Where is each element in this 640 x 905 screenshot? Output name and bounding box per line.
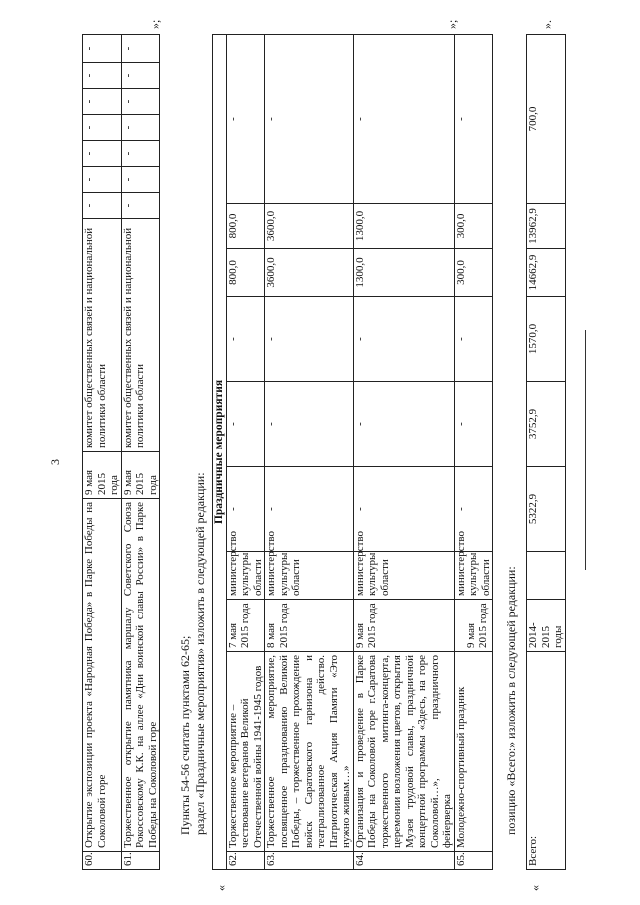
- period: 2014-2015 годы: [527, 600, 566, 652]
- value-cell: -: [226, 467, 265, 552]
- closing-quote: ».: [540, 20, 554, 29]
- event-name: Торжественное мероприятие, посвященное празднованию Великой Победы, – торжественное прохождение войск Саратовского гарнизона и театрализованное действо. Патриотическая Акция Памяти «Это нужно живым…»: [265, 652, 354, 852]
- value-cell: -: [265, 382, 354, 467]
- value-cell: -: [121, 141, 160, 167]
- opening-quote: «: [214, 885, 228, 891]
- event-date: 7 мая 2015 года: [226, 600, 265, 652]
- value-cell: -: [83, 63, 122, 89]
- event-name: Организация и проведение в Парке Победы на Соколовой горе г.Саратова торжественного митинга-концерта, церемонии возложения цветов, открытия Музея трудовой славы, праздничной концертной программы «Здесь, на горе Соколовой…», праздничного фейерверка: [353, 652, 454, 852]
- value-cell: 300,0: [454, 204, 493, 249]
- event-name: Открытие экспозиции проекта «Народная Победа» в Парке Победы на Соколовой горе: [83, 499, 122, 852]
- value-cell: 14662,9: [527, 249, 566, 297]
- row-number: 61.: [121, 852, 160, 870]
- value-cell: -: [226, 35, 265, 204]
- value-cell: -: [121, 115, 160, 141]
- value-cell: 3600,0: [265, 204, 354, 249]
- table-row: [353, 35, 454, 870]
- value-cell: -: [83, 35, 122, 63]
- table-row: [226, 35, 265, 870]
- value-cell: -: [353, 467, 454, 552]
- value-cell: -: [454, 382, 493, 467]
- table-row: [83, 35, 122, 870]
- value-cell: -: [83, 193, 122, 219]
- value-cell: 3600,0: [265, 249, 354, 297]
- table-row: [265, 35, 354, 870]
- instruction-line: позицию «Всего:» изложить в следующей редакции:: [504, 566, 518, 835]
- value-cell: -: [83, 141, 122, 167]
- value-cell: 300,0: [454, 249, 493, 297]
- section-title: Праздничные мероприятия: [213, 35, 227, 870]
- value-cell: 13962,9: [527, 204, 566, 249]
- value-cell: -: [83, 89, 122, 115]
- value-cell: -: [83, 115, 122, 141]
- executor-empty: [527, 552, 566, 600]
- value-cell: -: [353, 35, 454, 204]
- table-continuation: [82, 35, 160, 870]
- festive-events-table: [212, 35, 493, 870]
- event-date: 9 мая 2015 года: [121, 452, 160, 499]
- table-row: [121, 35, 160, 870]
- value-cell: -: [454, 297, 493, 382]
- event-date: 9 мая 2015 года: [353, 600, 454, 652]
- value-cell: -: [265, 467, 354, 552]
- value-cell: -: [226, 297, 265, 382]
- event-name: Торжественное мероприятие – чествование ветеранов Великой Отечественной войны 1941-1945 годов: [226, 652, 265, 852]
- value-cell: -: [454, 467, 493, 552]
- total-label: Всего:: [527, 652, 566, 870]
- closing-quote: »;: [445, 19, 459, 29]
- value-cell: -: [265, 297, 354, 382]
- executor: комитет общественных связей и национальной политики области: [121, 219, 160, 452]
- row-number: 65.: [454, 852, 493, 870]
- value-cell: -: [226, 382, 265, 467]
- instruction-line: Пункты 54-56 считать пунктами 62-65;: [178, 635, 192, 835]
- row-number: 64.: [353, 852, 454, 870]
- event-date: 8 мая 2015 года: [265, 600, 354, 652]
- table-row: [454, 35, 493, 870]
- value-cell: 3752,9: [527, 382, 566, 467]
- executor: министерство культуры области: [353, 552, 454, 600]
- row-number: 63.: [265, 852, 354, 870]
- closing-quote: »;: [148, 19, 162, 29]
- executor: министерство культуры области: [226, 552, 265, 600]
- value-cell: -: [265, 35, 354, 204]
- value-cell: 1300,0: [353, 204, 454, 249]
- value-cell: -: [454, 35, 493, 204]
- value-cell: -: [353, 297, 454, 382]
- event-name: Молодежно-спортивный праздник: [454, 652, 493, 852]
- section-header-row: [213, 35, 227, 870]
- opening-quote: «: [528, 885, 542, 891]
- value-cell: -: [121, 167, 160, 193]
- total-table: [526, 35, 566, 870]
- row-number: 60.: [83, 852, 122, 870]
- executor: комитет общественных связей и национальной политики области: [83, 219, 122, 452]
- instruction-line: раздел «Праздничные мероприятия» изложить в следующей редакции:: [193, 472, 207, 835]
- value-cell: -: [353, 382, 454, 467]
- event-date: 9 мая 2015 года: [454, 600, 493, 652]
- instruction-paragraph: [178, 75, 208, 835]
- value-cell: -: [121, 35, 160, 63]
- value-cell: 5322,9: [527, 467, 566, 552]
- event-date: 9 мая 2015 года: [83, 452, 122, 499]
- value-cell: 800,0: [226, 204, 265, 249]
- executor: министерство культуры области: [454, 552, 493, 600]
- event-name: Торжественное открытие памятника маршалу Советского Союза Рокоссовскому К.К. на аллее «Дни воинской славы России» в Парке Победы на Соколовой горе: [121, 499, 160, 852]
- value-cell: 800,0: [226, 249, 265, 297]
- value-cell: 1570,0: [527, 297, 566, 382]
- executor: министерство культуры области: [265, 552, 354, 600]
- row-number: 62.: [226, 852, 265, 870]
- value-cell: -: [83, 167, 122, 193]
- value-cell: -: [121, 193, 160, 219]
- value-cell: 700,0: [527, 35, 566, 204]
- total-row: [527, 35, 566, 870]
- value-cell: 1300,0: [353, 249, 454, 297]
- value-cell: -: [121, 63, 160, 89]
- signature-rule: [585, 330, 586, 570]
- page-number: 3: [48, 459, 62, 465]
- value-cell: -: [121, 89, 160, 115]
